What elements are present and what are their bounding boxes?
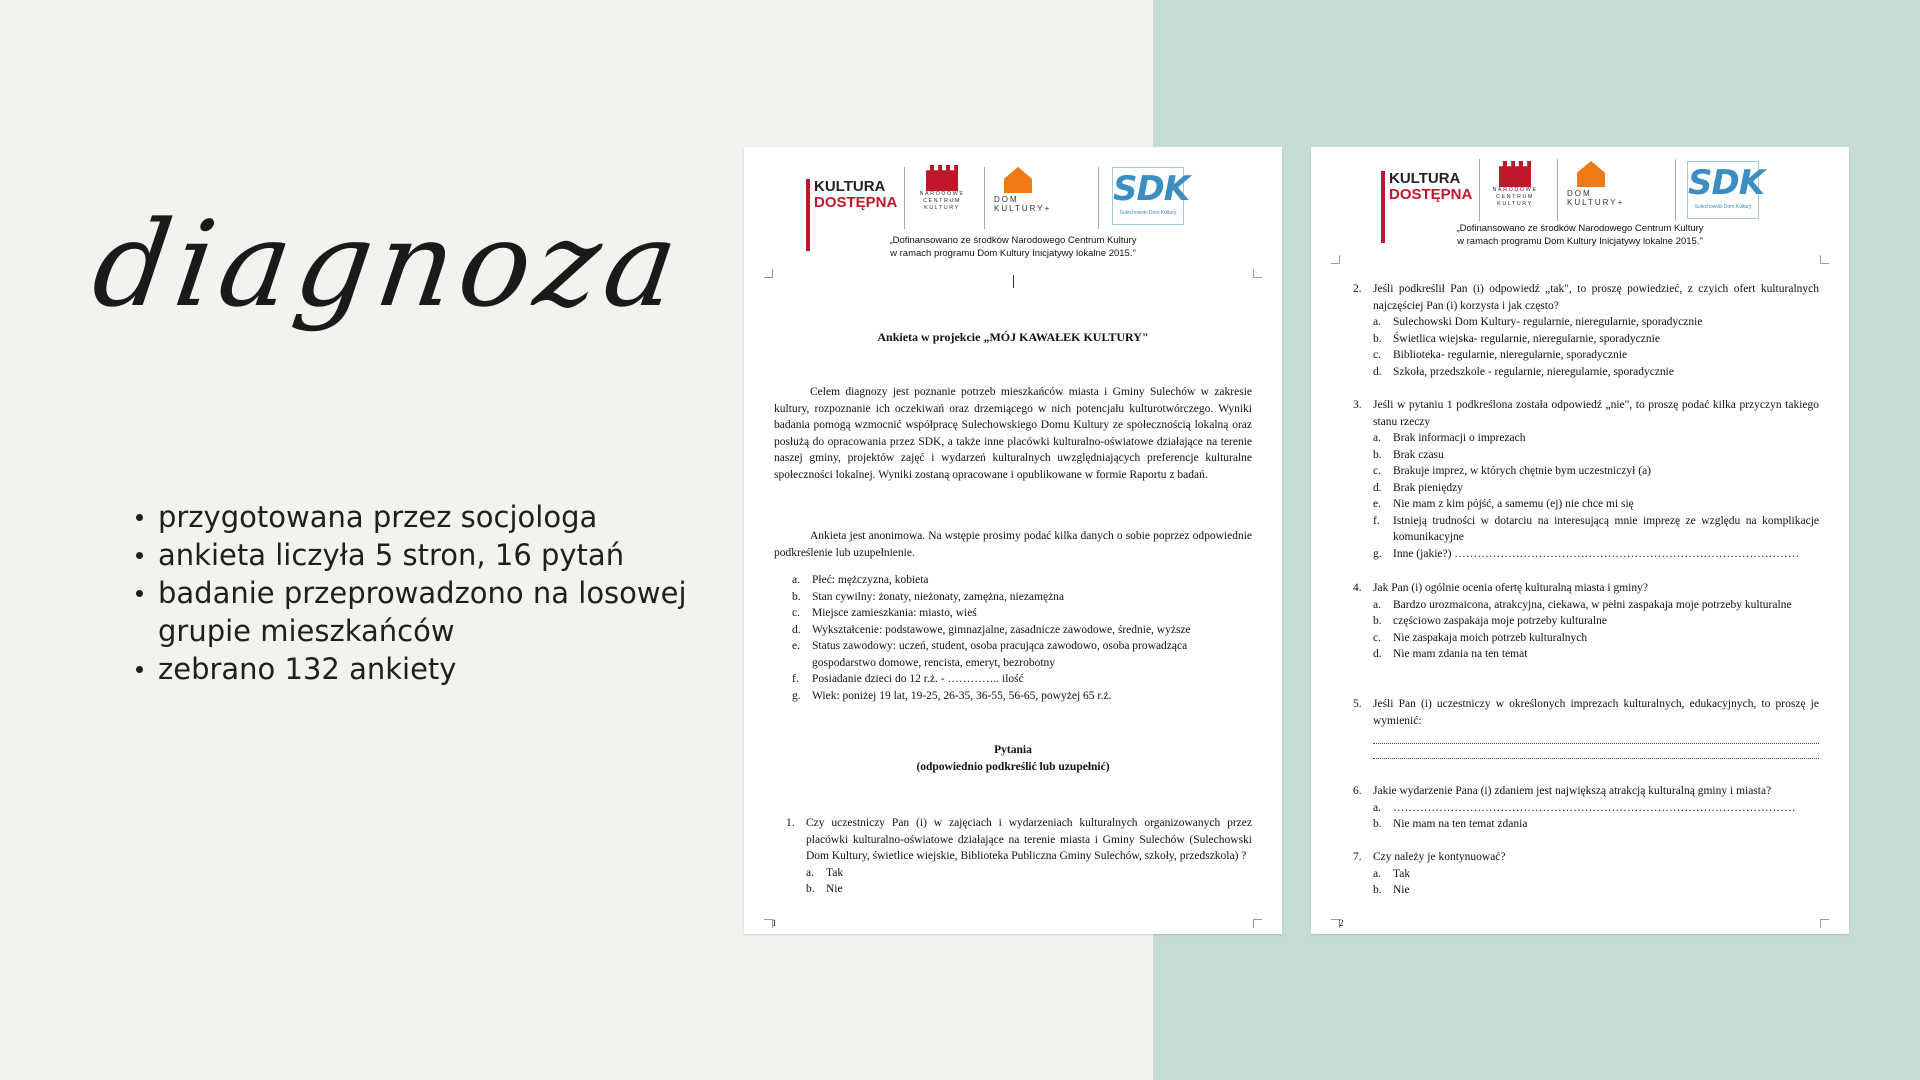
document-page-1 — [744, 147, 1282, 934]
question-2 — [1353, 281, 1819, 380]
answer-item — [806, 881, 1252, 898]
list-item — [792, 622, 1252, 639]
answer-marker: e. — [1373, 498, 1381, 510]
kultura-logo-line1: KULTURA — [814, 178, 886, 195]
question-number: 7. — [1353, 851, 1362, 863]
answer-item — [1373, 646, 1819, 663]
answer-text: Sulechowski Dom Kultury- regularnie, nieregularnie, sporadycznie — [1393, 316, 1703, 328]
question-6 — [1353, 783, 1819, 833]
kultura-logo-line2: DOSTĘPNA — [1389, 186, 1473, 203]
answer-marker: a. — [1373, 598, 1381, 611]
list-text: Wykształcenie: podstawowe, gimnazjalne, zasadnicze zawodowe, średnie, wyższe — [812, 623, 1191, 636]
kultura-logo-line2: DOSTĘPNA — [814, 194, 898, 211]
answer-item — [1373, 331, 1819, 348]
logo-divider — [1098, 167, 1099, 229]
answer-text: Nie — [1393, 884, 1410, 896]
question-3 — [1353, 397, 1819, 562]
funding-line: „Dofinansowano ze środków Narodowego Centrum Kultury — [889, 235, 1137, 246]
list-text: Miejsce zamieszkania: miasto, wieś — [812, 607, 977, 619]
anonymity-paragraph: Ankieta jest anonimowa. Na wstępie prosimy podać kilka danych o sobie poprzez odpowiednie podkreślenie lub uzupełnienie. — [774, 530, 1252, 559]
margin-corner-mark — [1253, 919, 1262, 928]
margin-corner-mark — [1253, 269, 1262, 278]
funding-line: „Dofinansowano ze środków Narodowego Centrum Kultury — [1456, 223, 1704, 234]
answer-list — [1353, 597, 1819, 663]
margin-corner-mark — [1331, 255, 1340, 264]
dom-kultury-logo — [1567, 153, 1647, 225]
question-number: 5. — [1353, 698, 1362, 710]
funding-line: w ramach programu Dom Kultury Inicjatywy lokalne 2015." — [1457, 236, 1703, 247]
question-text: Jeśli Pan (i) uczestniczy w określonych imprezach kulturalnych, edukacyjnych, to proszę je wymienić: — [1373, 698, 1819, 727]
answer-marker: b. — [1373, 818, 1382, 830]
answer-item — [1373, 882, 1819, 899]
list-marker: b. — [792, 590, 801, 603]
bullet-item: przygotowana przez socjologa — [158, 498, 718, 536]
bullet-list — [132, 498, 718, 688]
list-item — [792, 688, 1252, 705]
answer-marker: a. — [806, 866, 814, 879]
nck-logo-text: NARODOWE CENTRUM KULTURY — [919, 191, 965, 211]
answer-marker: c. — [1373, 465, 1381, 477]
section-subtitle: (odpowiednio podkreślić lub uzupełnić) — [916, 760, 1110, 773]
answer-marker: c. — [1373, 631, 1381, 644]
answer-item — [1373, 430, 1819, 447]
question-text: Jeśli podkreślił Pan (i) odpowiedź „tak", to proszę powiedzieć, z czyich ofert kulturalnych najczęściej Pan (i) korzysta i jak często? — [1373, 283, 1819, 312]
answer-text: Biblioteka- regularnie, nieregularnie, sporadycznie — [1393, 349, 1628, 361]
answer-marker: b. — [1373, 884, 1382, 896]
question-number: 1. — [786, 817, 795, 829]
question-number: 3. — [1353, 399, 1362, 411]
answer-marker: a. — [1373, 316, 1381, 328]
list-marker: a. — [792, 574, 800, 586]
funding-note — [744, 234, 1282, 260]
answer-text: Tak — [1393, 867, 1411, 880]
page-number: 1 — [772, 918, 777, 928]
dom-kultury-logo — [994, 159, 1074, 231]
answer-text: …………………………………………………………………………………………… — [1393, 801, 1796, 814]
list-marker: g. — [792, 689, 801, 702]
list-text: Wiek: poniżej 19 lat, 19-25, 26-35, 36-55, 56-65, powyżej 65 r.ż. — [812, 689, 1112, 702]
answer-marker: g. — [1373, 547, 1382, 560]
list-item — [792, 572, 1252, 589]
answer-text: Tak — [826, 866, 844, 879]
answer-list — [786, 865, 1252, 898]
answer-item — [1373, 496, 1819, 513]
bullet-item: zebrano 132 ankiety — [158, 650, 718, 688]
question-text: Jak Pan (i) ogólnie ocenia ofertę kulturalną miasta i gminy? — [1373, 582, 1648, 594]
list-text: Płeć: mężczyzna, kobieta — [812, 574, 929, 586]
answer-marker: a. — [1373, 867, 1381, 880]
answer-blank-line[interactable] — [1373, 729, 1819, 744]
house-icon — [1004, 167, 1032, 193]
page-number: 2 — [1339, 918, 1344, 928]
answer-text: Nie zaspakaja moich potrzeb kulturalnych — [1393, 631, 1588, 644]
list-marker: c. — [792, 607, 800, 619]
logo-divider — [1479, 159, 1480, 221]
answer-list — [1353, 800, 1819, 833]
answer-text: Świetlica wiejska- regularnie, nieregularnie, sporadycznie — [1393, 332, 1660, 345]
answer-text: Nie mam na ten temat zdania — [1393, 818, 1528, 830]
logo-divider — [1557, 159, 1558, 221]
list-marker: d. — [792, 623, 801, 636]
list-marker: f. — [792, 673, 799, 685]
question-text: Jeśli w pytaniu 1 podkreślona została odpowiedź „nie", to proszę podać kilka przyczyn takiego stanu rzeczy — [1373, 399, 1819, 428]
question-7 — [1353, 849, 1819, 899]
bullet-item: ankieta liczyła 5 stron, 16 pytań — [158, 536, 718, 574]
list-item — [792, 638, 1252, 671]
sdk-logo — [1112, 167, 1190, 225]
answer-item — [1373, 630, 1819, 647]
answer-text: Istnieją trudności w dotarciu na interesującą mnie imprezę ze względu na komplikacje komunikacyjne — [1393, 514, 1819, 543]
answer-marker: d. — [1373, 648, 1382, 660]
dom-logo-line2: KULTURY+ — [994, 204, 1052, 213]
list-text: Posiadanie dzieci do 12 r.ż. - ………….. ilość — [812, 673, 1024, 685]
margin-corner-mark — [1820, 919, 1829, 928]
dom-logo-line2: KULTURY+ — [1567, 198, 1625, 207]
answer-item — [1373, 314, 1819, 331]
answer-text: Brakuje imprez, w których chętnie bym uczestniczył (a) — [1393, 465, 1652, 477]
answer-marker: b. — [806, 883, 815, 895]
answer-item — [1373, 866, 1819, 883]
sdk-logo-subtitle: Sulechowski Dom Kultury — [1119, 210, 1177, 216]
margin-corner-mark — [1820, 255, 1829, 264]
section-title: Pytania — [994, 744, 1032, 756]
text-cursor — [1013, 275, 1014, 288]
answer-item — [806, 865, 1252, 882]
answer-text: Brak pieniędzy — [1393, 481, 1463, 494]
list-marker: e. — [792, 640, 800, 652]
document-title: Ankieta w projekcie „MÓJ KAWAŁEK KULTURY" — [877, 330, 1149, 344]
logo-divider — [904, 167, 905, 229]
list-item — [792, 589, 1252, 606]
logo-divider — [1675, 159, 1676, 221]
dom-logo-line1: DOM — [1567, 189, 1592, 198]
question-text: Czy uczestniczy Pan (i) w zajęciach i wydarzeniach kulturalnych organizowanych przez placówki kulturalno-oświatowe działające na terenie miasta i Gminy Sulechów (Sulechowski Dom Kultury, świetlice wiejskie, Biblioteka Publiczna Gminy Sulechów, szkoły, przedszkola) ? — [806, 817, 1252, 862]
nck-crown-icon — [1499, 161, 1531, 187]
question-number: 6. — [1353, 785, 1362, 797]
answer-marker: b. — [1373, 332, 1382, 345]
logo-strip — [744, 159, 1282, 234]
answer-item — [1373, 800, 1819, 817]
answer-marker: b. — [1373, 448, 1382, 461]
answer-item — [1373, 364, 1819, 381]
slide-title: diagnoza — [85, 195, 692, 333]
answer-text: Brak czasu — [1393, 448, 1444, 461]
list-item — [792, 605, 1252, 622]
answer-item — [1373, 447, 1819, 464]
answer-item — [1373, 463, 1819, 480]
sdk-logo-letters: SDK — [1113, 169, 1190, 209]
answer-lines — [1353, 729, 1819, 759]
sdk-logo — [1687, 161, 1765, 219]
answer-item — [1373, 546, 1819, 563]
question-5 — [1353, 696, 1819, 759]
bullet-item: badanie przeprowadzono na losowej grupie mieszkańców — [158, 574, 718, 650]
nck-logo-text: NARODOWE CENTRUM KULTURY — [1492, 187, 1538, 207]
answer-text: Nie — [826, 883, 843, 895]
answer-marker: d. — [1373, 481, 1382, 494]
answer-text: Szkoła, przedszkole - regularnie, nieregularnie, sporadycznie — [1393, 365, 1674, 378]
answer-marker: b. — [1373, 615, 1382, 627]
answer-list — [1353, 314, 1819, 380]
nck-logo — [1487, 155, 1543, 227]
nck-logo — [914, 159, 970, 231]
list-text: Status zawodowy: uczeń, student, osoba pracująca zawodowo, osoba prowadząca gospodarstwo domowe, rencista, emeryt, bezrobotny — [812, 640, 1188, 669]
logo-divider — [984, 167, 985, 229]
funding-line: w ramach programu Dom Kultury Inicjatywy lokalne 2015." — [890, 248, 1136, 259]
answer-item — [1373, 480, 1819, 497]
intro-paragraph: Celem diagnozy jest poznanie potrzeb mieszkańców miasta i Gminy Sulechów w zakresie kultury, rozpoznanie ich oczekiwań oraz drzemiącego w nich potencjału kulturotwórczego. Wyniki badania pomogą wzmocnić współpracę Sulechowskiego Domu Kultury ze społecznością lokalną oraz posłużą do opracowania przez SDK, a także inne placówki kulturalno-oświatowe działające na terenie naszej gminy, projektów zajęć i wydarzeń kulturalnych uwzględniających preferencje kulturalne społeczności lokalnej. Wyniki zostaną opracowane i opublikowane w formie Raportu z badań. — [774, 386, 1252, 481]
nck-crown-icon — [926, 165, 958, 191]
question-number: 2. — [1353, 283, 1362, 295]
answer-item — [1373, 347, 1819, 364]
answer-marker: d. — [1373, 365, 1382, 378]
demographics-list — [792, 572, 1252, 704]
answer-marker: c. — [1373, 349, 1381, 361]
answer-text: Bardzo urozmaicona, atrakcyjna, ciekawa, w pełni zaspakaja moje potrzeby kulturalne — [1393, 598, 1792, 611]
list-text: Stan cywilny: żonaty, nieżonaty, zamężna, niezamężna — [812, 590, 1065, 603]
dom-logo-line1: DOM — [994, 195, 1019, 204]
answer-item — [1373, 816, 1819, 833]
sdk-logo-letters: SDK — [1688, 163, 1765, 203]
answer-text: Nie mam z kim pójść, a samemu (ej) nie chce mi się — [1393, 498, 1634, 510]
question-text: Czy należy je kontynuować? — [1373, 851, 1506, 863]
funding-note — [1311, 222, 1849, 248]
answer-item — [1373, 613, 1819, 630]
document-page-2 — [1311, 147, 1849, 934]
answer-item — [1373, 597, 1819, 614]
question-1 — [786, 815, 1252, 898]
answer-text: Brak informacji o imprezach — [1393, 432, 1526, 444]
answer-item — [1373, 513, 1819, 546]
answer-marker: a. — [1373, 801, 1381, 814]
margin-corner-mark — [764, 269, 773, 278]
answer-blank-line[interactable] — [1373, 744, 1819, 759]
answer-text: częściowo zaspakaja moje potrzeby kulturalne — [1393, 615, 1607, 627]
answer-list — [1353, 866, 1819, 899]
question-4 — [1353, 580, 1819, 663]
kultura-logo-line1: KULTURA — [1389, 170, 1461, 187]
question-text: Jakie wydarzenie Pana (i) zdaniem jest największą atrakcją kulturalną gminy i miasta? — [1373, 785, 1772, 797]
answer-list — [1353, 430, 1819, 562]
sdk-logo-subtitle: Sulechowski Dom Kultury — [1694, 204, 1752, 210]
answer-text: Inne (jakie?) ……………………………………………………………………………… — [1393, 547, 1800, 560]
answer-marker: a. — [1373, 432, 1381, 444]
list-item — [792, 671, 1252, 688]
house-icon — [1577, 161, 1605, 187]
answer-text: Nie mam zdania na ten temat — [1393, 648, 1528, 660]
questions-heading — [744, 742, 1282, 775]
question-number: 4. — [1353, 582, 1362, 594]
answer-marker: f. — [1373, 514, 1380, 527]
